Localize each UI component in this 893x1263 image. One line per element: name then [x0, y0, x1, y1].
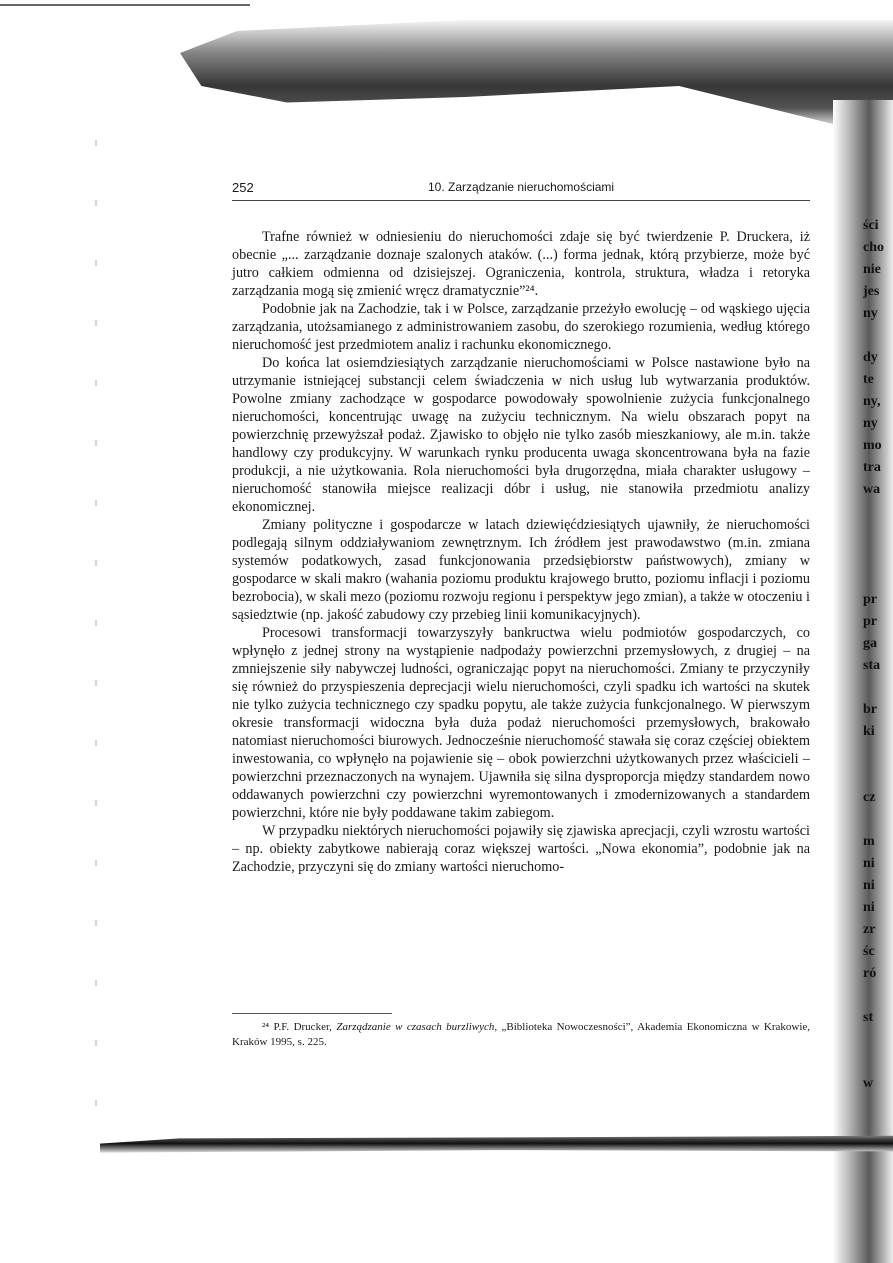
- page-header: [232, 180, 810, 201]
- adjacent-page-fragment: ki: [863, 724, 875, 739]
- adjacent-page-fragment: [863, 677, 893, 699]
- adjacent-page-fragment: [863, 567, 893, 589]
- adjacent-page-fragment: jes: [863, 284, 880, 299]
- body-text: [232, 228, 810, 876]
- adjacent-page-fragment: nie: [863, 262, 881, 277]
- adjacent-page-fragment: zr: [863, 922, 876, 937]
- scan-shadow-bottom: [100, 1128, 893, 1154]
- adjacent-page-fragment: st: [863, 1010, 874, 1025]
- adjacent-page-fragment: [863, 501, 893, 523]
- paragraph: W przypadku niektórych nieruchomości pojawiły się zjawiska aprecjacji, czyli wzrostu wartości – np. obiekty zabytkowe nabierają coraz większej wartości. „Nowa ekonomia”, podobnie jak na Zachodzie, przyczyni się do zmiany wartości nieruchomo-: [232, 823, 810, 875]
- adjacent-page-fragment: [863, 325, 893, 347]
- adjacent-page-fragment: ny: [863, 416, 878, 431]
- paragraph: Podobnie jak na Zachodzie, tak i w Polsce, zarządzanie przeżyło ewolucję – od wąskiego ujęcia zarządzania, utożsamianego z administrowaniem zasobu, do szerokiego rozumienia, według którego nieruchomość jest przedmiotem analiz i rachunku ekonomicznego.: [232, 301, 810, 353]
- adjacent-page-fragment: pr: [863, 592, 877, 607]
- adjacent-page-fragment: [863, 985, 893, 1007]
- adjacent-page-fragment: pr: [863, 614, 877, 629]
- adjacent-page-fragment: dy: [863, 350, 878, 365]
- adjacent-page-fragment: [863, 545, 893, 567]
- adjacent-page-fragment: ści: [863, 218, 879, 233]
- footnote-marker: ²⁴: [262, 1021, 270, 1033]
- adjacent-page-fragment: [863, 743, 893, 765]
- adjacent-page-fragment: mo: [863, 438, 882, 453]
- adjacent-page-fragment: śc: [863, 944, 875, 959]
- scan-margin-marks: [95, 140, 97, 1140]
- adjacent-page-fragment: w: [863, 1076, 874, 1091]
- scan-shadow-top: [180, 20, 893, 130]
- footnote-divider: [232, 1013, 392, 1014]
- adjacent-page-fragment: ni: [863, 878, 875, 893]
- adjacent-page-fragment: tra: [863, 460, 881, 475]
- footnote-title: Zarządzanie w czasach burzliwych,: [336, 1021, 498, 1033]
- adjacent-page-fragment: ga: [863, 636, 877, 651]
- paragraph: Do końca lat osiemdziesiątych zarządzanie nieruchomościami w Polsce nastawione było na utrzymanie istniejącej substancji celem świadczenia w nich usług lub wytwarzania produktów. Powolne zmiany zachodzące w gospodarce powodowały spowolnienie zużycia funkcjonalnego nieruchomości, koncentrując uwagę na zużyciu technicznym. Na wielu obszarach popyt na powierzchnię przewyższał podaż. Zjawisko to objęło nie tylko zasób mieszkaniowy, ale m.in. także handlowy czy produkcyjny. W warunkach rynku producenta uwaga skoncentrowana była na fazie produkcji, a nie użytkowania. Rola nieruchomości była drugorzędna, miała charakter usługowy – nieruchomość stanowiła miejsce realizacji dóbr i usług, nie stanowiła przedmiotu analizy ekonomicznej.: [232, 355, 810, 515]
- adjacent-page-fragment: [863, 1051, 893, 1073]
- adjacent-page-fragment: [863, 809, 893, 831]
- adjacent-page-fragment: cz: [863, 790, 876, 805]
- adjacent-page-fragment: wa: [863, 482, 881, 497]
- paragraph: Zmiany polityczne i gospodarcze w latach dziewięćdziesiątych ujawniły, że nieruchomości podlegają silnym oddziaływaniom zewnętrznym. Ich źródłem jest prawodawstwo (m.in. zmiana systemów podatkowych, zasad funkcjonowania przedsiębiorstw państwowych), zmiany w gospodarce w skali makro (wahania poziomu produktu krajowego brutto, poziomu inflacji i poziomu bezrobocia), w skali mezo (poziomu rozwoju regionu i perspektyw jego zmian), a także w otoczeniu i sąsiedztwie (np. jakość zabudowy czy przebieg linii komunikacyjnych).: [232, 517, 810, 623]
- adjacent-page-fragment: sta: [863, 658, 881, 673]
- page-number: 252: [232, 180, 254, 195]
- adjacent-page-fragment: [863, 523, 893, 545]
- adjacent-page-fragment: br: [863, 702, 877, 717]
- adjacent-page-fragment: ny,: [863, 394, 881, 409]
- footnote-rest: „Biblioteka Nowoczesności”, Akademia Ekonomiczna w Krakowie, Kraków 1995, s. 225.: [232, 1021, 811, 1048]
- running-title: 10. Zarządzanie nieruchomościami: [428, 180, 615, 194]
- scan-edge-line: [0, 4, 250, 6]
- adjacent-page-fragment: m: [863, 834, 875, 849]
- adjacent-page-fragment: ni: [863, 856, 875, 871]
- adjacent-page-fragment: [863, 765, 893, 787]
- adjacent-page-fragment: [863, 1029, 893, 1051]
- adjacent-page-fragment: ni: [863, 900, 875, 915]
- footnote-author: P.F. Drucker,: [273, 1021, 332, 1033]
- paragraph: Trafne również w odniesieniu do nieruchomości zdaje się być twierdzenie P. Druckera, iż obecnie „... zarządzanie doznaje szalonych ataków. (...) forma jednak, którą przybierze, może być jutro całkiem odmienna od dzisiejszej. Ograniczenia, kontrola, struktura, władza i retoryka zarządzania mogą się zmienić wręcz dramatycznie”²⁴.: [232, 229, 810, 299]
- adjacent-page-fragments: [863, 215, 893, 1115]
- adjacent-page-fragment: ny: [863, 306, 878, 321]
- footnote: [232, 1020, 810, 1050]
- adjacent-page-fragment: ró: [863, 966, 877, 981]
- adjacent-page-fragment: te: [863, 372, 874, 387]
- paragraph: Procesowi transformacji towarzyszyły bankructwa wielu podmiotów gospodarczych, co wpłynęło z jednej strony na wystąpienie nadpodaży powierzchni przemysłowych, z drugiej – na zmniejszenie siły nabywczej ludności, ograniczając popyt na nieruchomości. Zmiany te przyczyniły się również do przyspieszenia deprecjacji wielu nieruchomości, czyli spadku ich wartości na skutek nie tylko zużycia technicznego czy spadku popytu, ale także zużycia funkcjonalnego. W pierwszym okresie transformacji widoczna była duża podaż nieruchomości przemysłowych, brakowało natomiast nieruchomości biurowych. Jednocześnie nieruchomość stawała się coraz częściej obiektem inwestowania, co wpłynęło na pojawienie się – obok powierzchni użytkowanych przez właścicieli – powierzchni przeznaczonych na wynajem. Ujawniła się silna dysproporcja między standardem nowo oddawanych powierzchni czy powierzchni wyremontowanych i zmodernizowanych a standardem powierzchni, które nie były poddawane takim zabiegom.: [232, 625, 810, 821]
- adjacent-page-fragment: cho: [863, 240, 884, 255]
